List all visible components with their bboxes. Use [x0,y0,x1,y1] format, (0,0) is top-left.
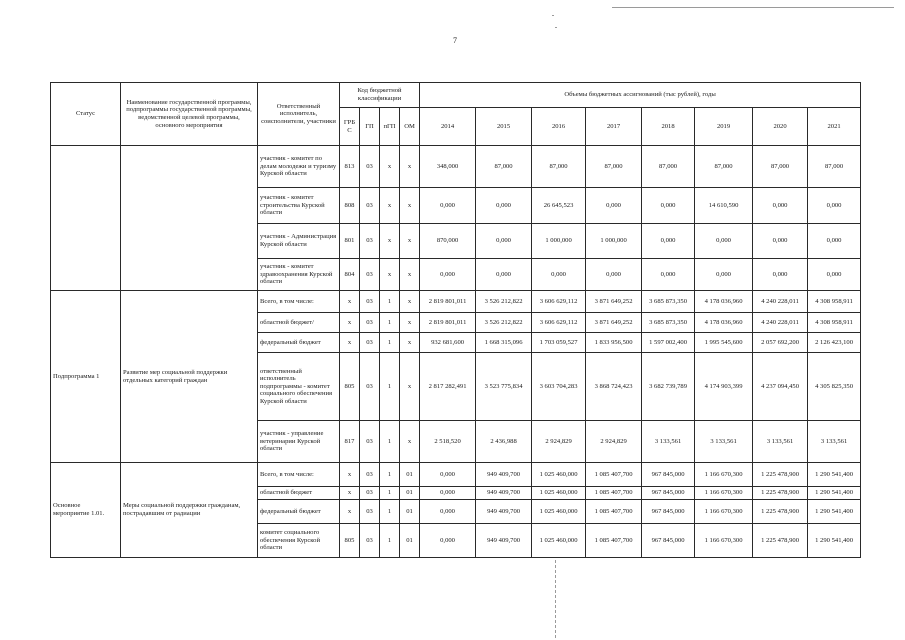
value-cell: 4 178 036,960 [695,313,753,333]
value-cell: 1 085 407,700 [586,524,642,558]
gp-cell: 03 [360,500,380,524]
value-cell: 3 526 212,822 [476,291,532,313]
value-cell: 1 166 670,300 [695,500,753,524]
gp-cell: 03 [360,291,380,313]
gp-cell: 03 [360,146,380,188]
value-cell: 0,000 [695,259,753,291]
value-cell: 1 225 478,900 [753,463,808,487]
value-cell: 1 025 460,000 [532,524,586,558]
scan-speck [552,15,554,16]
program-name-cell [121,146,258,291]
grbs-cell: 801 [340,224,360,259]
pgp-cell: х [380,188,400,224]
value-cell: 1 290 541,400 [808,524,861,558]
gp-cell: 03 [360,353,380,421]
value-cell: 0,000 [753,259,808,291]
pgp-cell: х [380,146,400,188]
value-cell: 3 868 724,423 [586,353,642,421]
status-cell: Основное мероприятие 1.01. [51,463,121,558]
value-cell: 1 085 407,700 [586,463,642,487]
header-volume-group: Объемы бюджетных ассигнований (тыс рублей), годы [420,83,861,108]
value-cell: 1 166 670,300 [695,487,753,500]
grbs-cell: х [340,463,360,487]
header-code-group: Код бюджетной классификации [340,83,420,108]
responsible-cell: областной бюджет [258,487,340,500]
pgp-cell: 1 [380,524,400,558]
om-cell: х [400,333,420,353]
table-row [51,463,861,487]
gp-cell: 03 [360,313,380,333]
value-cell: 1 025 460,000 [532,500,586,524]
value-cell: 0,000 [753,188,808,224]
scan-top-line [612,7,894,8]
value-cell: 1 597 002,400 [642,333,695,353]
value-cell: 1 833 956,500 [586,333,642,353]
pgp-cell: 1 [380,500,400,524]
gp-cell: 03 [360,463,380,487]
header-row-top [51,83,861,108]
value-cell: 4 240 228,011 [753,291,808,313]
value-cell: 1 225 478,900 [753,500,808,524]
value-cell: 4 308 958,911 [808,291,861,313]
om-cell: х [400,421,420,463]
header-year: 2020 [753,108,808,146]
header-code-om: ОМ [400,108,420,146]
value-cell: 0,000 [420,487,476,500]
header-code-gp: ГП [360,108,380,146]
status-cell: Подпрограмма 1 [51,291,121,463]
value-cell: 870,000 [420,224,476,259]
responsible-cell: участник - комитет строительства Курской области [258,188,340,224]
value-cell: 87,000 [586,146,642,188]
pgp-cell: х [380,224,400,259]
value-cell: 0,000 [532,259,586,291]
pgp-cell: 1 [380,421,400,463]
responsible-cell: ответственный исполнитель подпрограммы - комитет социального обеспечения Курской области [258,353,340,421]
grbs-cell: х [340,291,360,313]
responsible-cell: Всего, в том числе: [258,291,340,313]
gp-cell: 03 [360,224,380,259]
value-cell: 3 523 775,834 [476,353,532,421]
value-cell: 348,000 [420,146,476,188]
value-cell: 1 166 670,300 [695,524,753,558]
header-program-name: Наименование государственной программы, подпрограммы государственной программы, ведомственной целевой программы, основного мероприятия [121,83,258,146]
value-cell: 0,000 [642,224,695,259]
value-cell: 2 924,829 [532,421,586,463]
header-year: 2018 [642,108,695,146]
responsible-cell: областной бюджет/ [258,313,340,333]
value-cell: 1 225 478,900 [753,487,808,500]
table-row [51,146,861,188]
grbs-cell: 813 [340,146,360,188]
pgp-cell: 1 [380,463,400,487]
responsible-cell: участник - комитет по делам молодежи и туризму Курской области [258,146,340,188]
value-cell: 3 682 739,789 [642,353,695,421]
om-cell: 01 [400,500,420,524]
value-cell: 0,000 [753,224,808,259]
header-year: 2019 [695,108,753,146]
header-year: 2015 [476,108,532,146]
value-cell: 1 225 478,900 [753,524,808,558]
pgp-cell: 1 [380,353,400,421]
header-year: 2017 [586,108,642,146]
responsible-cell: участник - комитет здравоохранения Курской области [258,259,340,291]
header-year: 2021 [808,108,861,146]
value-cell: 3 133,561 [808,421,861,463]
value-cell: 0,000 [476,224,532,259]
scan-speck [555,27,557,28]
value-cell: 1 085 407,700 [586,500,642,524]
value-cell: 2 819 801,011 [420,313,476,333]
value-cell: 0,000 [642,259,695,291]
value-cell: 87,000 [753,146,808,188]
pgp-cell: 1 [380,291,400,313]
value-cell: 949 409,700 [476,463,532,487]
value-cell: 87,000 [642,146,695,188]
value-cell: 3 133,561 [753,421,808,463]
value-cell: 1 166 670,300 [695,463,753,487]
value-cell: 87,000 [476,146,532,188]
header-code-pgp: пГП [380,108,400,146]
value-cell: 0,000 [420,259,476,291]
value-cell: 2 817 282,491 [420,353,476,421]
responsible-cell: Всего, в том числе: [258,463,340,487]
value-cell: 967 845,000 [642,500,695,524]
responsible-cell: федеральный бюджет [258,333,340,353]
value-cell: 3 526 212,822 [476,313,532,333]
om-cell: 01 [400,524,420,558]
value-cell: 4 308 958,911 [808,313,861,333]
responsible-cell: участник - Администрация Курской области [258,224,340,259]
value-cell: 0,000 [808,224,861,259]
gp-cell: 03 [360,188,380,224]
value-cell: 1 290 541,400 [808,463,861,487]
grbs-cell: 817 [340,421,360,463]
value-cell: 2 819 801,011 [420,291,476,313]
value-cell: 2 436,988 [476,421,532,463]
value-cell: 1 025 460,000 [532,487,586,500]
value-cell: 949 409,700 [476,500,532,524]
value-cell: 26 645,523 [532,188,586,224]
value-cell: 2 924,829 [586,421,642,463]
header-responsible: Ответственный исполнитель, соисполнители, участники [258,83,340,146]
grbs-cell: х [340,500,360,524]
value-cell: 0,000 [420,524,476,558]
header-status: Статус [51,83,121,146]
grbs-cell: 805 [340,524,360,558]
grbs-cell: х [340,313,360,333]
header-code-grbs: ГРБС [340,108,360,146]
value-cell: 4 174 903,399 [695,353,753,421]
value-cell: 0,000 [476,259,532,291]
grbs-cell: х [340,487,360,500]
om-cell: х [400,188,420,224]
gp-cell: 03 [360,333,380,353]
value-cell: 87,000 [532,146,586,188]
budget-table-sheet [50,82,861,558]
grbs-cell: 804 [340,259,360,291]
header-year: 2016 [532,108,586,146]
pgp-cell: х [380,259,400,291]
value-cell: 0,000 [642,188,695,224]
gp-cell: 03 [360,524,380,558]
page-number: 7 [453,36,457,45]
responsible-cell: комитет социального обеспечения Курской области [258,524,340,558]
value-cell: 4 178 036,960 [695,291,753,313]
om-cell: 01 [400,463,420,487]
value-cell: 0,000 [420,188,476,224]
value-cell: 1 703 059,527 [532,333,586,353]
value-cell: 0,000 [420,500,476,524]
value-cell: 2 126 423,100 [808,333,861,353]
program-name-cell: Развитие мер социальной поддержки отдельных категорий граждан [121,291,258,463]
gp-cell: 03 [360,487,380,500]
value-cell: 4 237 094,450 [753,353,808,421]
grbs-cell: 808 [340,188,360,224]
om-cell: 01 [400,487,420,500]
value-cell: 3 606 629,112 [532,313,586,333]
status-cell [51,146,121,291]
value-cell: 4 305 825,350 [808,353,861,421]
value-cell: 3 603 704,283 [532,353,586,421]
header-year: 2014 [420,108,476,146]
value-cell: 0,000 [476,188,532,224]
value-cell: 1 000,000 [586,224,642,259]
value-cell: 932 681,600 [420,333,476,353]
om-cell: х [400,224,420,259]
value-cell: 3 871 649,252 [586,313,642,333]
value-cell: 1 995 545,600 [695,333,753,353]
value-cell: 949 409,700 [476,487,532,500]
value-cell: 3 133,561 [695,421,753,463]
grbs-cell: 805 [340,353,360,421]
value-cell: 2 057 692,200 [753,333,808,353]
value-cell: 1 025 460,000 [532,463,586,487]
value-cell: 3 685 873,350 [642,313,695,333]
om-cell: х [400,291,420,313]
value-cell: 87,000 [695,146,753,188]
value-cell: 14 610,590 [695,188,753,224]
value-cell: 1 000,000 [532,224,586,259]
value-cell: 0,000 [808,259,861,291]
responsible-cell: федеральный бюджет [258,500,340,524]
table-row [51,291,861,313]
om-cell: х [400,259,420,291]
pgp-cell: 1 [380,487,400,500]
value-cell: 967 845,000 [642,463,695,487]
responsible-cell: участник - управление ветеринарии Курской области [258,421,340,463]
gp-cell: 03 [360,421,380,463]
value-cell: 1 668 315,096 [476,333,532,353]
value-cell: 4 240 228,011 [753,313,808,333]
value-cell: 3 606 629,112 [532,291,586,313]
gp-cell: 03 [360,259,380,291]
value-cell: 0,000 [586,188,642,224]
budget-allocation-table [50,82,861,558]
value-cell: 87,000 [808,146,861,188]
value-cell: 3 685 873,350 [642,291,695,313]
value-cell: 0,000 [586,259,642,291]
om-cell: х [400,313,420,333]
value-cell: 967 845,000 [642,487,695,500]
value-cell: 1 290 541,400 [808,500,861,524]
om-cell: х [400,353,420,421]
value-cell: 1 085 407,700 [586,487,642,500]
program-name-cell: Меры социальной поддержки гражданам, пострадавшим от радиации [121,463,258,558]
value-cell: 1 290 541,400 [808,487,861,500]
grbs-cell: х [340,333,360,353]
scan-fold-line [555,560,556,638]
value-cell: 0,000 [420,463,476,487]
value-cell: 0,000 [808,188,861,224]
value-cell: 967 845,000 [642,524,695,558]
value-cell: 2 518,520 [420,421,476,463]
om-cell: х [400,146,420,188]
value-cell: 949 409,700 [476,524,532,558]
pgp-cell: 1 [380,313,400,333]
value-cell: 3 871 649,252 [586,291,642,313]
value-cell: 3 133,561 [642,421,695,463]
pgp-cell: 1 [380,333,400,353]
value-cell: 0,000 [695,224,753,259]
